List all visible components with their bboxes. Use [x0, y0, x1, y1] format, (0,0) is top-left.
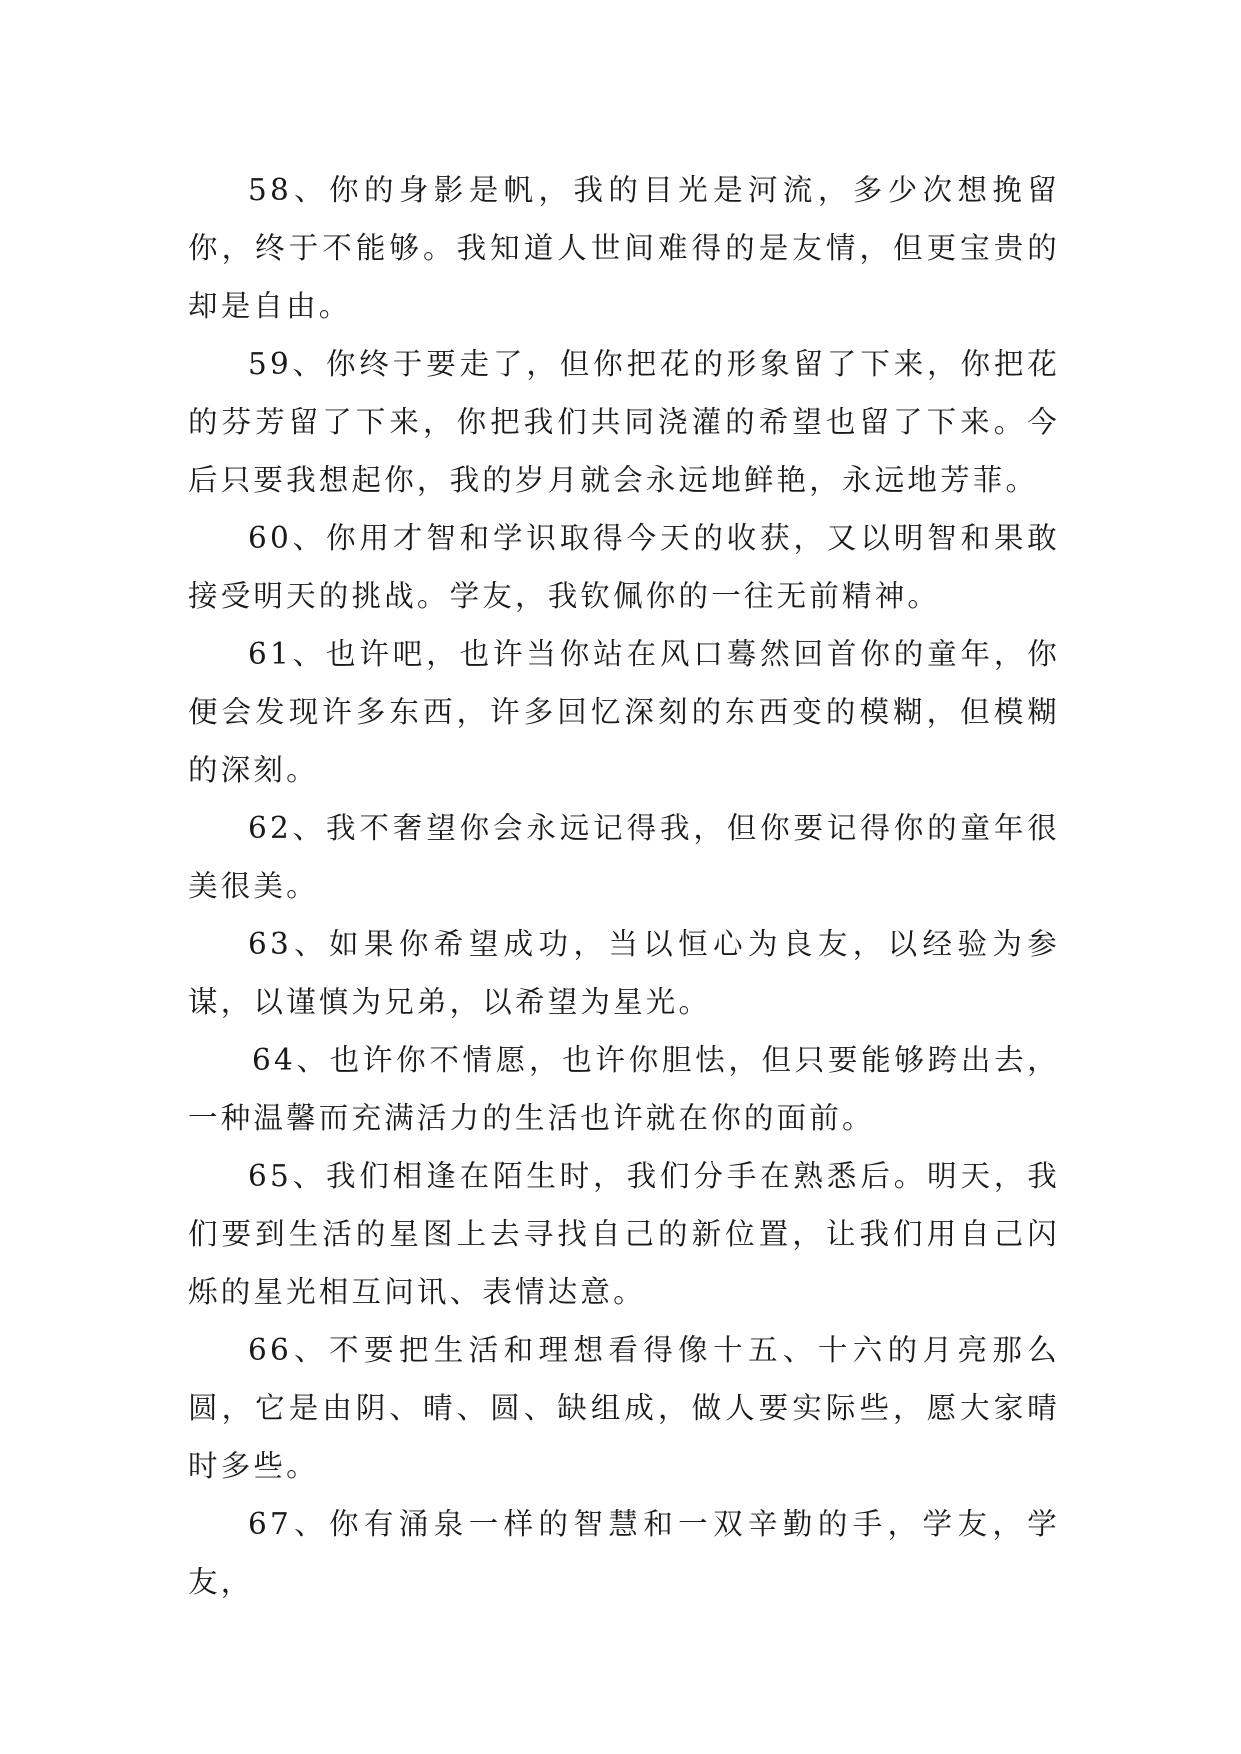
paragraph-58: 58、你的身影是帆，我的目光是河流，多少次想挽留你，终于不能够。我知道人世间难得的是友情，但更宝贵的却是自由。 — [188, 173, 1060, 323]
paragraph-64: 64、也许你不情愿，也许你胆怯，但只要能够跨出去，一种温馨而充满活力的生活也许就在你的面前。 — [188, 1043, 1060, 1135]
paragraph-66: 66、不要把生活和理想看得像十五、十六的月亮那么圆，它是由阴、晴、圆、缺组成，做人要实际些，愿大家晴时多些。 — [188, 1333, 1060, 1483]
document-body — [188, 161, 1060, 1611]
paragraph-61: 61、也许吧，也许当你站在风口蓦然回首你的童年，你便会发现许多东西，许多回忆深刻的东西变的模糊，但模糊的深刻。 — [188, 637, 1060, 787]
paragraph-59: 59、你终于要走了，但你把花的形象留了下来，你把花的芬芳留了下来，你把我们共同浇灌的希望也留了下来。今后只要我想起你，我的岁月就会永远地鲜艳，永远地芳菲。 — [188, 347, 1060, 497]
paragraph-62: 62、我不奢望你会永远记得我，但你要记得你的童年很美很美。 — [188, 811, 1060, 903]
paragraph-63: 63、如果你希望成功，当以恒心为良友，以经验为参谋，以谨慎为兄弟，以希望为星光。 — [188, 927, 1060, 1019]
paragraph-67: 67、你有涌泉一样的智慧和一双辛勤的手，学友，学友， — [188, 1507, 1060, 1599]
paragraph-65: 65、我们相逢在陌生时，我们分手在熟悉后。明天，我们要到生活的星图上去寻找自己的新位置，让我们用自己闪烁的星光相互问讯、表情达意。 — [188, 1159, 1060, 1309]
paragraph-60: 60、你用才智和学识取得今天的收获，又以明智和果敢接受明天的挑战。学友，我钦佩你的一往无前精神。 — [188, 521, 1060, 613]
